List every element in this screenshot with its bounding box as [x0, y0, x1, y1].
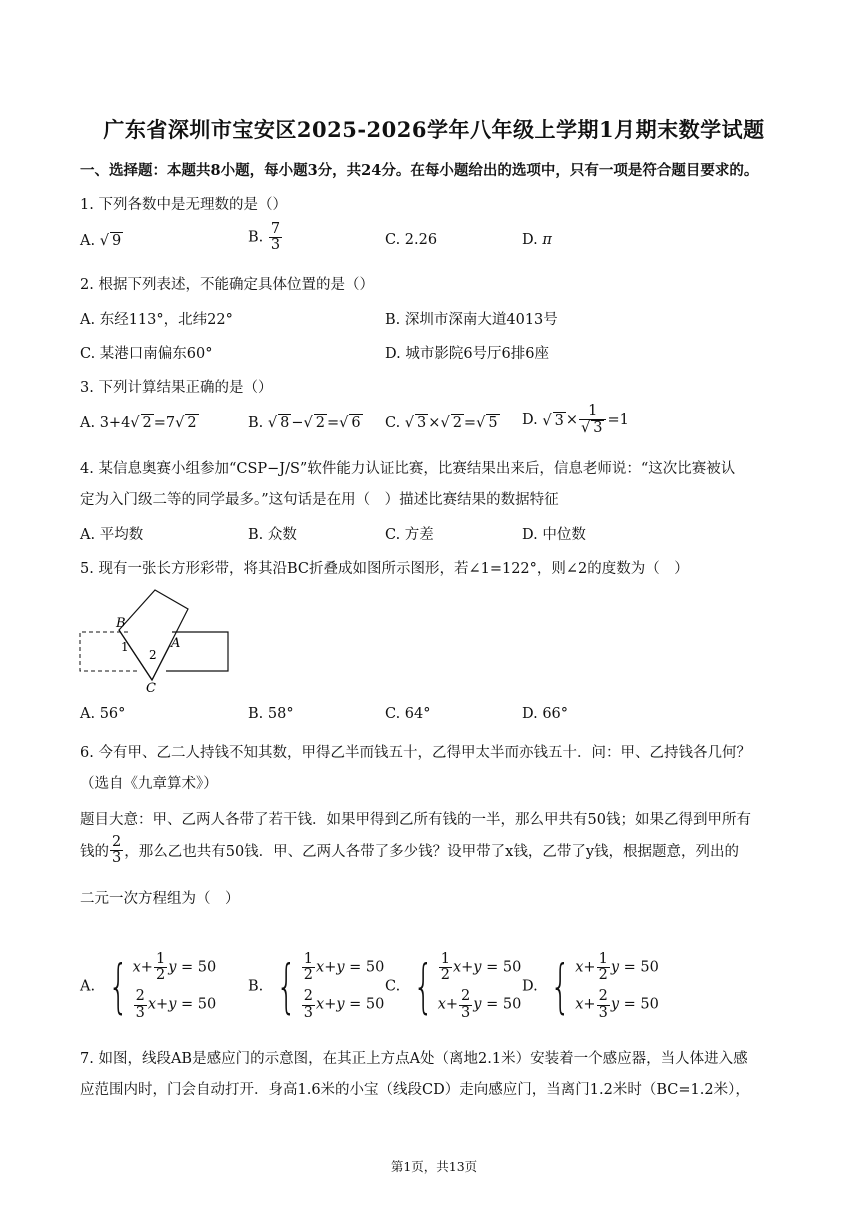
question-3-stem: 3. 下列计算结果正确的是（） — [80, 380, 273, 396]
fig-label-angle-2: 2 — [149, 648, 157, 662]
question-6-line-5: 二元一次方程组为（ ） — [80, 891, 240, 907]
question-6-line-1: 6. 今有甲、乙二人持钱不知其数，甲得乙半而钱五十，乙得甲太半而亦钱五十．问：甲、乙持钱各几何？ — [80, 745, 751, 761]
q5-option-c: C. 64° — [385, 706, 431, 722]
q2-option-c: C. 某港口南偏东60° — [80, 346, 213, 362]
question-4-line-2: 定为入门级二等的同学最多。”这句话是在用（ ）描述比赛结果的数据特征 — [80, 492, 559, 508]
q3-option-c: C. √ 3 ×√ 2 =√ 5 — [385, 415, 498, 431]
question-1-stem: 1. 下列各数中是无理数的是（） — [80, 197, 287, 213]
folded-ribbon-figure — [70, 585, 240, 693]
question-6-line-2: （选自《九章算术》） — [80, 776, 218, 792]
section-heading: 一、选择题：本题共8小题，每小题3分，共24分。在每小题给出的选项中，只有一项是符合题目要求的。 — [80, 162, 759, 179]
page-title: 广东省深圳市宝安区2025-2026学年八年级上学期1月期末数学试题 — [103, 117, 765, 142]
q3-option-b: B. √ 8 −√ 2 =√ 6 — [248, 415, 361, 431]
question-6-line-4: 钱的 $\frac{2}{3}$ ，那么乙也共有50钱．甲、乙两人各带了多少钱？设甲带了x钱，乙带了y钱，根据题意，列出的 — [80, 834, 740, 867]
q2-option-d: D. 城市影院6号厅6排6座 — [385, 346, 550, 362]
q6-option-d: D. { x+ $\frac{1}{2}$ y = 50 x+ $\frac{2}{3}$ y = 50 — [522, 951, 659, 1021]
q1-option-b: B. $\frac{7}{3}$ — [248, 221, 281, 254]
q5-option-a: A. 56° — [80, 706, 126, 722]
q4-option-c: C. 方差 — [385, 527, 434, 543]
question-7-line-1: 7. 如图，线段AB是感应门的示意图，在其正上方点A处（离地2.1米）安装着一个感应器，当人体进入感 — [80, 1051, 748, 1067]
q2-option-b: B. 深圳市深南大道4013号 — [385, 312, 558, 328]
q4-option-d: D. 中位数 — [522, 527, 586, 543]
q5-option-b: B. 58° — [248, 706, 294, 722]
question-5-stem: 5. 现有一张长方形彩带，将其沿BC折叠成如图所示图形，若∠1=122°，则∠2的度数为（ ） — [80, 561, 689, 577]
fig-label-A: A — [171, 636, 181, 651]
question-2-stem: 2. 根据下列表述，不能确定具体位置的是（） — [80, 277, 374, 293]
page-footer: 第1页，共13页 — [390, 1159, 478, 1174]
fig-label-B: B — [116, 616, 126, 631]
question-6-line-3: 题目大意：甲、乙两人各带了若干钱．如果甲得到乙所有钱的一半，那么甲共有50钱；如果乙得到甲所有 — [80, 812, 751, 828]
q6-option-a: A. { x+ $\frac{1}{2}$ y = 50 $\frac{2}{3}$ x+y = 50 — [80, 951, 217, 1021]
q5-option-d: D. 66° — [522, 706, 569, 722]
question-7-line-2: 应范围内时，门会自动打开．身高1.6米的小宝（线段CD）走向感应门，当离门1.2米时（BC=1.2米）， — [80, 1082, 750, 1098]
q6-option-b: B. { $\frac{1}{2}$ x+y = 50 $\frac{2}{3}$ x+y = 50 — [248, 951, 385, 1021]
q3-option-d: D. √ 3 × $\frac{1}{√ 3}$ =1 — [522, 403, 629, 437]
q6-option-c: C. { $\frac{1}{2}$ x+y = 50 x+ $\frac{2}{3}$ y = 50 — [385, 951, 522, 1021]
q1-option-c: C. 2.26 — [385, 232, 438, 248]
q2-option-a: A. 东经113°，北纬22° — [80, 312, 233, 328]
q1-option-d: D. π — [522, 232, 552, 248]
fig-label-angle-1: 1 — [121, 640, 129, 654]
q1-option-a: A. √ 9 — [80, 233, 122, 249]
question-4-line-1: 4. 某信息奥赛小组参加“CSP−J/S”软件能力认证比赛，比赛结果出来后，信息老师说：“这次比赛被认 — [80, 461, 736, 477]
q4-option-b: B. 众数 — [248, 527, 297, 543]
fig-label-C: C — [146, 681, 156, 693]
q4-option-a: A. 平均数 — [80, 527, 144, 543]
q3-option-a: A. 3+4√ 2 =7√ 2 — [80, 415, 197, 431]
